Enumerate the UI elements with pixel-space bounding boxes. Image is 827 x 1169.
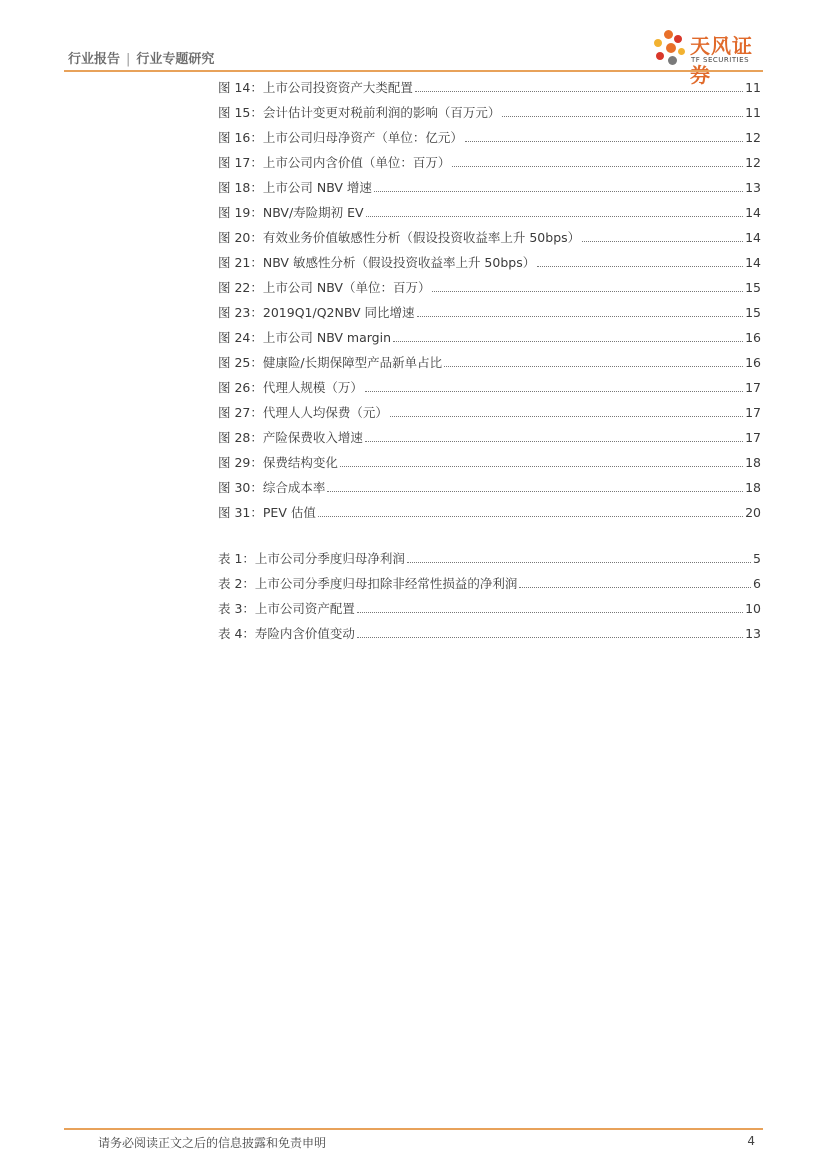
toc-entry-label: 表 1：上市公司分季度归母净利润 (218, 551, 405, 566)
toc-entry[interactable] (218, 503, 761, 521)
toc-entry[interactable] (218, 403, 761, 421)
toc-entry[interactable] (218, 153, 761, 171)
toc-entry-page: 10 (745, 601, 761, 616)
toc-entry[interactable] (218, 328, 761, 346)
toc-entry-label: 图 30：综合成本率 (218, 480, 326, 495)
toc-leader (444, 366, 743, 367)
toc-entry-label: 图 20：有效业务价值敏感性分析（假设投资收益率上升 50bps） (218, 230, 581, 245)
logo-name: 天风证券 (690, 34, 753, 87)
toc-leader (393, 341, 743, 342)
toc-entry-page: 6 (753, 576, 761, 591)
report-header (68, 48, 214, 67)
toc-entry-page: 16 (745, 330, 761, 345)
toc-entry[interactable] (218, 128, 761, 146)
header-divider (64, 70, 763, 72)
toc-entry-page: 11 (745, 80, 761, 95)
toc-entry-page: 14 (745, 205, 761, 220)
toc-entry-page: 11 (745, 105, 761, 120)
company-logo (650, 26, 770, 87)
toc-leader (327, 491, 743, 492)
toc-entry-label: 图 15：会计估计变更对税前利润的影响（百万元） (218, 105, 501, 120)
logo-mark-icon (650, 26, 694, 70)
toc-entry-page: 17 (745, 405, 761, 420)
toc-entry-page: 15 (745, 280, 761, 295)
toc-entry-page: 18 (745, 480, 761, 495)
toc-leader (357, 637, 743, 638)
toc-entry-label: 图 28：产险保费收入增速 (218, 430, 363, 445)
toc-entry[interactable] (218, 453, 761, 471)
toc-leader (357, 612, 743, 613)
toc-entry-page: 12 (745, 155, 761, 170)
toc-entry[interactable] (218, 253, 761, 271)
toc-leader (519, 587, 751, 588)
toc-entry-page: 20 (745, 505, 761, 520)
toc-entry-label: 图 25：健康险/长期保障型产品新单占比 (218, 355, 443, 370)
toc-leader (537, 266, 743, 267)
toc-entry[interactable] (218, 278, 761, 296)
toc-entry[interactable] (218, 549, 761, 567)
report-subcategory: 行业专题研究 (136, 52, 215, 67)
toc-entry-page: 13 (745, 180, 761, 195)
toc-entry-label: 表 4：寿险内含价值变动 (218, 626, 355, 641)
toc-entry[interactable] (218, 303, 761, 321)
toc-entry-label: 表 2：上市公司分季度归母扣除非经常性损益的净利润 (218, 576, 518, 591)
toc-entry-label: 图 19：NBV/寿险期初 EV (218, 205, 364, 220)
toc-entry[interactable] (218, 428, 761, 446)
toc-entry-page: 14 (745, 230, 761, 245)
toc-leader (318, 516, 743, 517)
toc-entry-page: 14 (745, 255, 761, 270)
toc-entry-page: 17 (745, 430, 761, 445)
toc-entry-label: 图 24：上市公司 NBV margin (218, 330, 392, 345)
toc-entry-label: 图 14：上市公司投资资产大类配置 (218, 80, 413, 95)
toc-entry-label: 图 31：PEV 估值 (218, 505, 316, 520)
toc-leader (582, 241, 743, 242)
toc-entry-label: 表 3：上市公司资产配置 (218, 601, 355, 616)
toc-leader (417, 316, 744, 317)
toc-entry-label: 图 18：上市公司 NBV 增速 (218, 180, 372, 195)
toc-leader (452, 166, 743, 167)
toc-leader (432, 291, 743, 292)
toc-entry-page: 5 (753, 551, 761, 566)
toc-leader (374, 191, 743, 192)
footer-disclaimer: 请务必阅读正文之后的信息披露和免责申明 (98, 1136, 327, 1150)
toc-entry[interactable] (218, 378, 761, 396)
header-separator: | (126, 52, 131, 67)
toc-entry-page: 15 (745, 305, 761, 320)
toc-entry-label: 图 27：代理人人均保费（元） (218, 405, 388, 420)
toc-entry-page: 18 (745, 455, 761, 470)
toc-entry[interactable] (218, 228, 761, 246)
toc-leader (390, 416, 743, 417)
footer-divider (64, 1128, 763, 1130)
toc-entry-page: 16 (745, 355, 761, 370)
toc-entry-page: 17 (745, 380, 761, 395)
page-number: 4 (747, 1134, 755, 1148)
toc-entry-label: 图 21：NBV 敏感性分析（假设投资收益率上升 50bps） (218, 255, 536, 270)
toc-entry[interactable] (218, 353, 761, 371)
toc-entry-label: 图 26：代理人规模（万） (218, 380, 363, 395)
toc-leader (465, 141, 743, 142)
toc-entry[interactable] (218, 103, 761, 121)
toc-entry-label: 图 17：上市公司内含价值（单位：百万） (218, 155, 451, 170)
toc-entry[interactable] (218, 178, 761, 196)
toc-entry[interactable] (218, 478, 761, 496)
toc-entry-label: 图 22：上市公司 NBV（单位：百万） (218, 280, 431, 295)
report-category: 行业报告 (68, 52, 121, 67)
toc-entry-label: 图 23：2019Q1/Q2NBV 同比增速 (218, 305, 415, 320)
toc-entry[interactable] (218, 574, 761, 592)
toc-leader (415, 91, 743, 92)
toc-leader (502, 116, 743, 117)
toc-entry-page: 12 (745, 130, 761, 145)
toc-leader (340, 466, 743, 467)
toc-leader (366, 216, 743, 217)
toc-entry[interactable] (218, 624, 761, 642)
toc-leader (407, 562, 751, 563)
toc-entry-label: 图 29：保费结构变化 (218, 455, 338, 470)
toc-entry-page: 13 (745, 626, 761, 641)
toc-leader (365, 391, 743, 392)
toc-entry[interactable] (218, 203, 761, 221)
toc-leader (365, 441, 743, 442)
toc-entry[interactable] (218, 599, 761, 617)
toc-entry[interactable] (218, 78, 761, 96)
logo-subtitle: TF SECURITIES (691, 56, 750, 64)
toc-entry-label: 图 16：上市公司归母净资产（单位：亿元） (218, 130, 463, 145)
